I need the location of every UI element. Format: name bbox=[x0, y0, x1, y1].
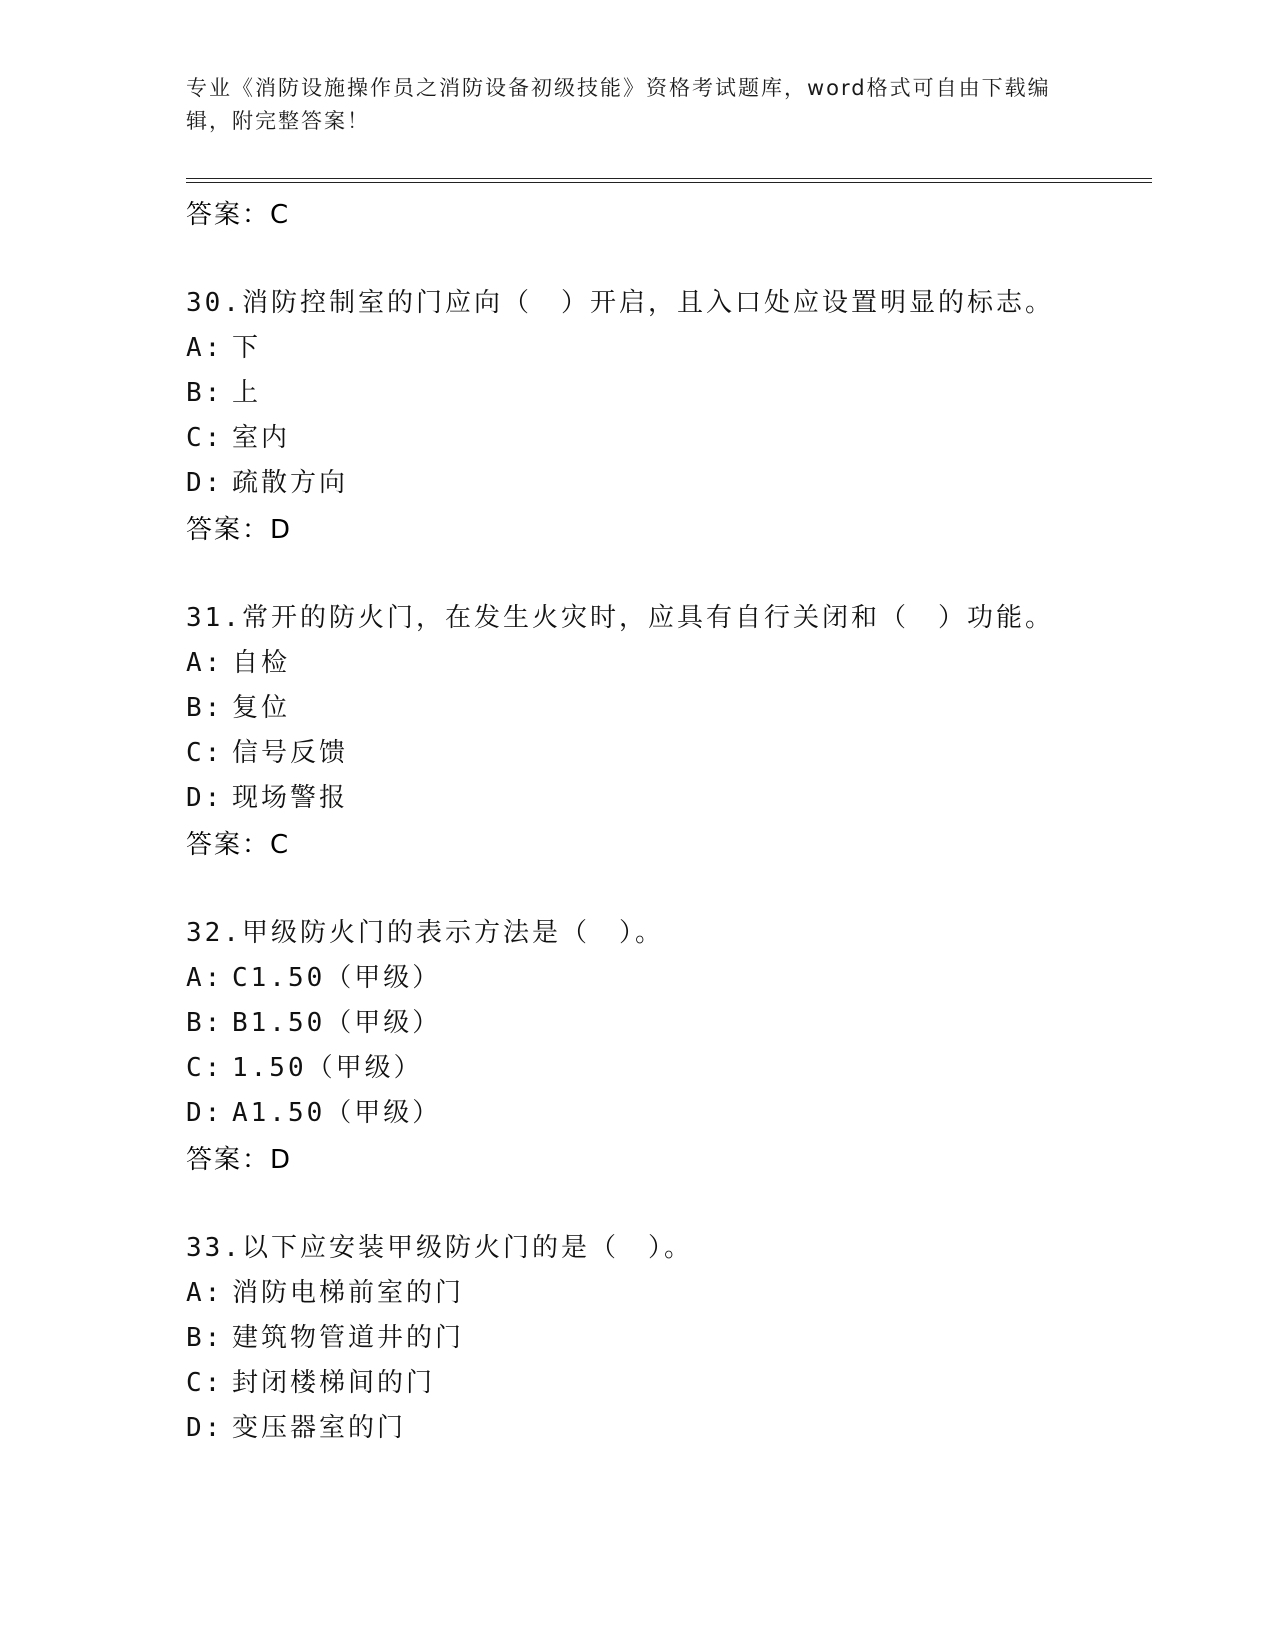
question-33-option-a bbox=[186, 1272, 464, 1309]
option-letter: A: bbox=[186, 963, 224, 993]
question-32-option-d bbox=[186, 1092, 441, 1129]
question-31-stem: 31.常开的防火门，在发生火灾时，应具有自行关闭和（ ）功能。 bbox=[186, 603, 1054, 633]
option-text: 变压器室的门 bbox=[232, 1413, 407, 1443]
option-letter: C: bbox=[186, 423, 224, 453]
option-text: B1.50（甲级） bbox=[232, 1008, 442, 1038]
question-30-option-b bbox=[186, 372, 261, 409]
header-divider bbox=[186, 178, 1152, 179]
header-divider-double bbox=[186, 182, 1152, 183]
option-letter: D: bbox=[186, 468, 224, 498]
option-letter: B: bbox=[186, 1323, 224, 1353]
option-text: 复位 bbox=[232, 693, 291, 723]
option-text: 下 bbox=[232, 333, 262, 363]
question-30-option-a bbox=[186, 327, 261, 364]
question-30-option-c bbox=[186, 417, 290, 454]
option-text: 自检 bbox=[232, 648, 291, 678]
option-text: A1.50（甲级） bbox=[232, 1098, 442, 1128]
document-header: 专业《消防设施操作员之消防设备初级技能》资格考试题库，word格式可自由下载编辑，附完整答案！ bbox=[186, 76, 1051, 133]
option-text: 1.50（甲级） bbox=[232, 1053, 423, 1083]
option-letter: A: bbox=[186, 1278, 224, 1308]
option-text: 上 bbox=[232, 378, 262, 408]
option-text: 室内 bbox=[232, 423, 291, 453]
question-33-option-b bbox=[186, 1317, 464, 1354]
question-31-option-c bbox=[186, 732, 348, 769]
question-30-stem: 30.消防控制室的门应向（ ）开启，且入口处应设置明显的标志。 bbox=[186, 288, 1054, 318]
option-text: 封闭楼梯间的门 bbox=[232, 1368, 436, 1398]
question-33-option-c bbox=[186, 1362, 435, 1399]
option-letter: D: bbox=[186, 1413, 224, 1443]
answer-prev: 答案：C bbox=[186, 200, 291, 230]
option-letter: C: bbox=[186, 1053, 224, 1083]
option-letter: B: bbox=[186, 378, 224, 408]
option-text: 信号反馈 bbox=[232, 738, 349, 768]
option-letter: D: bbox=[186, 1098, 224, 1128]
question-33-option-d bbox=[186, 1407, 406, 1444]
option-letter: B: bbox=[186, 1008, 224, 1038]
option-letter: A: bbox=[186, 648, 224, 678]
option-text: 现场警报 bbox=[232, 783, 349, 813]
question-32-answer: 答案：D bbox=[186, 1145, 293, 1175]
question-32-option-c bbox=[186, 1047, 423, 1084]
option-letter: C: bbox=[186, 1368, 224, 1398]
option-text: 疏散方向 bbox=[232, 468, 349, 498]
option-text: 消防电梯前室的门 bbox=[232, 1278, 465, 1308]
option-text: C1.50（甲级） bbox=[232, 963, 442, 993]
question-31-option-d bbox=[186, 777, 348, 814]
question-32-option-b bbox=[186, 1002, 441, 1039]
question-32-option-a bbox=[186, 957, 441, 994]
option-letter: D: bbox=[186, 783, 224, 813]
question-31-option-a bbox=[186, 642, 290, 679]
question-30-option-d bbox=[186, 462, 348, 499]
question-33-stem: 33.以下应安装甲级防火门的是（ ）。 bbox=[186, 1233, 693, 1263]
question-30-answer: 答案：D bbox=[186, 515, 293, 545]
question-31-option-b bbox=[186, 687, 290, 724]
option-text: 建筑物管道井的门 bbox=[232, 1323, 465, 1353]
option-letter: C: bbox=[186, 738, 224, 768]
option-letter: A: bbox=[186, 333, 224, 363]
question-31-answer: 答案：C bbox=[186, 830, 291, 860]
question-32-stem: 32.甲级防火门的表示方法是（ ）。 bbox=[186, 918, 664, 948]
option-letter: B: bbox=[186, 693, 224, 723]
